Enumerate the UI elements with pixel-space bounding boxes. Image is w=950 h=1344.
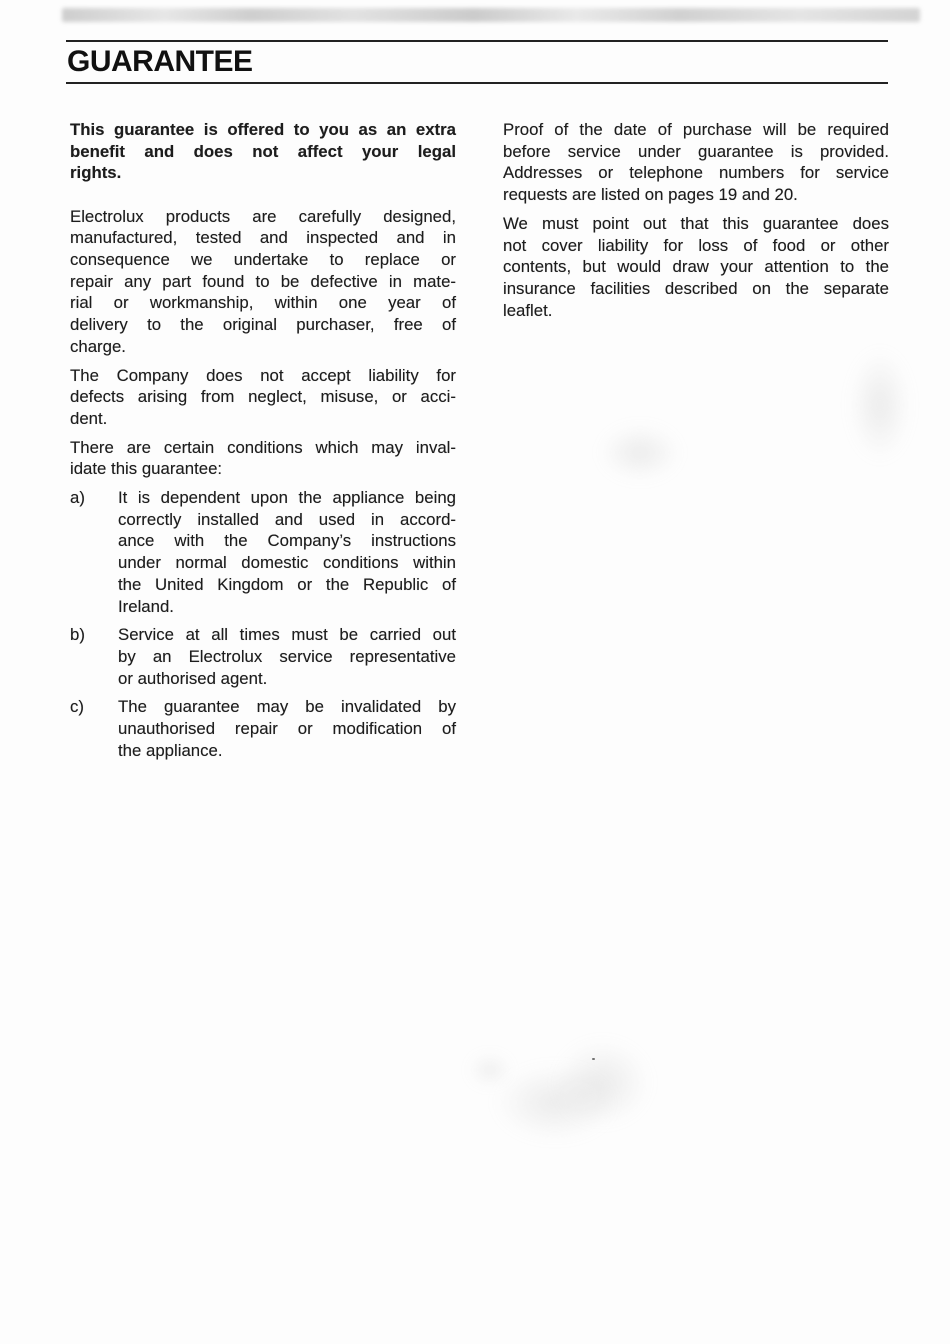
list-item-text xyxy=(118,624,456,689)
text-line: the appliance. xyxy=(118,740,223,760)
list-item xyxy=(70,624,456,689)
list-item-text xyxy=(118,696,456,761)
text-line: or authorised agent. xyxy=(118,668,268,688)
scan-smudge xyxy=(850,350,910,460)
text-line: idate this guarantee: xyxy=(70,459,223,479)
paragraph xyxy=(70,437,456,480)
text-line: Ireland. xyxy=(118,596,174,616)
scan-smudge xyxy=(470,1055,510,1085)
text-line: ance with the Company’s instructions xyxy=(118,531,456,551)
text-line: We must point out that this guarantee does xyxy=(503,213,889,233)
text-line: consequence we undertake to replace or xyxy=(70,250,456,270)
page-title: GUARANTEE xyxy=(67,45,253,78)
paragraph xyxy=(70,365,456,430)
text-line: delivery to the original purchaser, free of xyxy=(70,315,456,335)
text-line: before service under guarantee is provided. xyxy=(503,141,889,161)
paragraph xyxy=(503,213,889,322)
text-line: Addresses or telephone numbers for service xyxy=(503,163,889,183)
text-line: under normal domestic conditions within xyxy=(118,553,456,573)
text-line: by an Electrolux service representative xyxy=(118,646,456,666)
column-left xyxy=(70,119,456,768)
text-line: Service at all times must be carried out xyxy=(118,625,456,645)
text-line: Electrolux products are carefully designed, xyxy=(70,206,456,226)
text-line: Proof of the date of purchase will be required xyxy=(503,120,889,139)
paragraph xyxy=(70,206,456,358)
list-item xyxy=(70,487,456,617)
text-line: unauthorised repair or modification of xyxy=(118,719,456,739)
scan-artifact-bar xyxy=(62,8,920,22)
text-line: defects arising from neglect, misuse, or acci- xyxy=(70,387,456,407)
text-line: requests are listed on pages 19 and 20. xyxy=(503,185,798,205)
header-rule-bottom xyxy=(66,82,888,84)
list-item xyxy=(70,696,456,761)
text-line: benefit and does not affect your legal xyxy=(70,141,456,161)
text-line: correctly installed and used in accord- xyxy=(118,509,456,529)
scan-smudge xyxy=(495,1065,615,1140)
text-line: rights. xyxy=(70,163,122,183)
scan-speck xyxy=(592,1058,595,1060)
list-marker: b) xyxy=(70,625,85,645)
text-line: contents, but would draw your attention to the xyxy=(503,257,889,277)
list-item-text xyxy=(118,487,456,617)
text-line: charge. xyxy=(70,336,126,356)
text-line: The Company does not accept liability for xyxy=(70,365,456,385)
text-line: This guarantee is offered to you as an extra xyxy=(70,120,456,139)
text-line: leaflet. xyxy=(503,300,553,320)
text-line: insurance facilities described on the separate xyxy=(503,278,889,298)
text-line: It is dependent upon the appliance being xyxy=(118,488,456,508)
text-line: The guarantee may be invalidated by xyxy=(118,697,456,717)
list-marker: a) xyxy=(70,488,85,508)
list-marker: c) xyxy=(70,697,84,717)
paragraph xyxy=(70,119,456,184)
text-line: repair any part found to be defective in mate- xyxy=(70,271,456,291)
text-line: the United Kingdom or the Republic of xyxy=(118,574,456,594)
text-line: dent. xyxy=(70,408,108,428)
column-right xyxy=(503,119,889,328)
scan-smudge xyxy=(600,425,680,480)
text-line: manufactured, tested and inspected and in xyxy=(70,228,456,248)
paragraph xyxy=(503,119,889,206)
text-line: not cover liability for loss of food or other xyxy=(503,235,889,255)
text-line: There are certain conditions which may inval- xyxy=(70,437,456,457)
text-line: rial or workmanship, within one year of xyxy=(70,293,456,313)
header-rule-top xyxy=(66,40,888,42)
